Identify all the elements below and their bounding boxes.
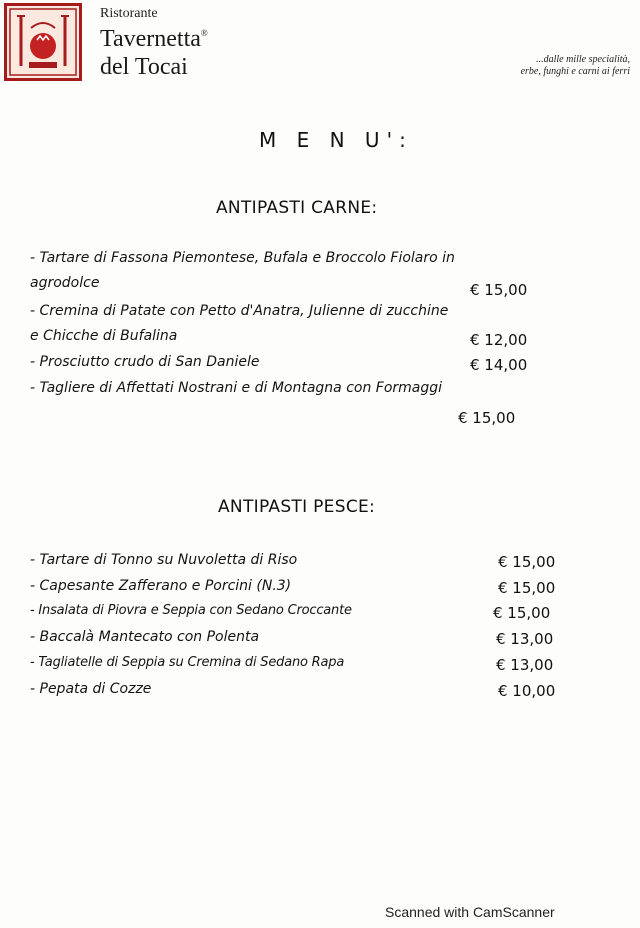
tagline-line2: erbe, funghi e carni ai ferri [520, 66, 630, 77]
restaurant-name-text: Tavernetta [100, 26, 201, 52]
menu-item-line: - Tagliatelle di Seppia su Cremina di Sedano Rapa [30, 655, 345, 670]
menu-item-price: € 14,00 [470, 356, 528, 374]
menu-item-line: - Cremina di Patate con Petto d'Anatra, Julienne di zucchine [30, 303, 449, 319]
tagline [521, 54, 630, 78]
tagline-line1: ...dalle mille specialità, [536, 54, 630, 65]
restaurant-logo [4, 3, 82, 81]
menu-item-line: - Baccalà Mantecato con Polenta [30, 629, 260, 645]
menu-item-line: - Insalata di Piovra e Seppia con Sedano Croccante [30, 603, 352, 618]
menu-item-line: agrodolce [30, 275, 100, 291]
menu-item-line: - Tartare di Tonno su Nuvoletta di Riso [30, 552, 298, 568]
menu-item-price: € 15,00 [493, 604, 551, 622]
menu-item-line: - Pepata di Cozze [30, 681, 152, 697]
menu-item-price: € 15,00 [498, 553, 556, 571]
section-title-antipasti-pesce: ANTIPASTI PESCE: [218, 497, 376, 517]
restaurant-name-line2: del Tocai [100, 54, 188, 80]
menu-item-line: - Capesante Zafferano e Porcini (N.3) [30, 578, 292, 594]
menu-title: M E N U': [259, 128, 413, 152]
menu-item-line: - Tartare di Fassona Piemontese, Bufala e Broccolo Fiolaro in [30, 250, 455, 266]
menu-item-line: - Tagliere di Affettati Nostrani e di Montagna con Formaggi [30, 380, 443, 396]
menu-item-price: € 12,00 [470, 331, 528, 349]
menu-item-price: € 13,00 [496, 656, 554, 674]
menu-item-line: - Prosciutto crudo di San Daniele [30, 354, 260, 370]
restaurant-label: Ristorante [100, 6, 158, 21]
menu-item-price: € 15,00 [498, 579, 556, 597]
menu-item-price: € 10,00 [498, 682, 556, 700]
section-title-antipasti-carne: ANTIPASTI CARNE: [216, 198, 378, 218]
logo-emblem-icon [7, 6, 79, 78]
menu-item-price: € 15,00 [458, 409, 516, 427]
menu-item-line: e Chicche di Bufalina [30, 328, 178, 344]
scanner-watermark: Scanned with CamScanner [385, 904, 555, 920]
registered-mark: ® [200, 28, 208, 38]
menu-item-price: € 15,00 [470, 281, 528, 299]
restaurant-name-line1 [100, 27, 208, 51]
menu-item-price: € 13,00 [496, 630, 554, 648]
